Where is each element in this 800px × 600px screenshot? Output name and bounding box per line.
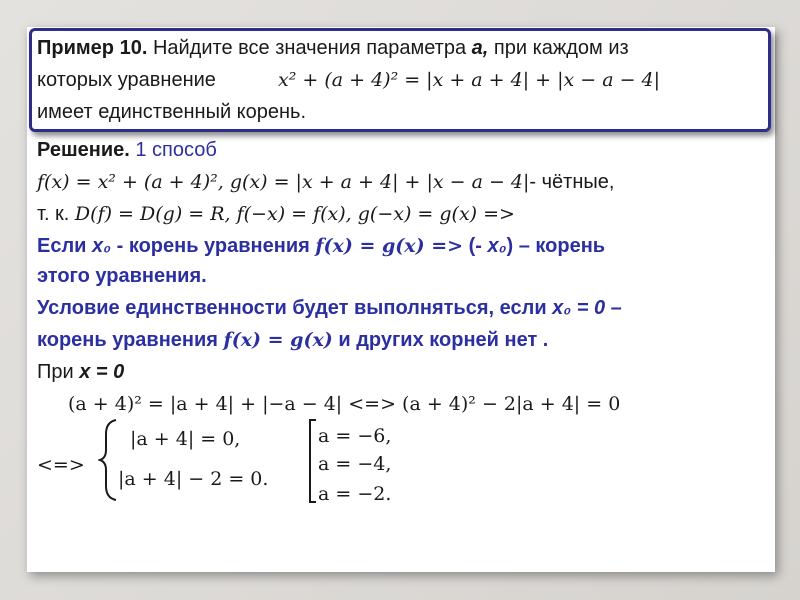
set-value-1: a = −6, [318,425,392,447]
task-label: Пример 10. [37,37,148,59]
solution-heading-line [37,138,217,162]
uniq2-b: и других корней нет . [332,329,549,351]
equation-line: (a + 4)² = |a + 4| + |−a − 4| <=> (a + 4)² − 2|a + 4| = 0 [68,393,621,415]
cond1-x0b: x₀ [487,235,507,257]
cond1-math: f(x) = g(x) => [315,235,464,257]
solution-line-1 [37,170,614,194]
equivalence-symbol: <=> [37,454,85,476]
set-value-2: a = −4, [318,453,392,475]
uniq1-x0: x₀ = 0 [552,297,606,319]
task-text-2: при каждом из [488,37,629,59]
task-text-1: Найдите все значения параметра [147,37,472,59]
system-eq-1: |a + 4| = 0, [130,428,241,450]
system-brace [98,418,120,502]
task-param: a, [471,37,489,59]
solution-method: 1 способ [129,139,217,161]
cond1-d: ) – корень [506,235,606,257]
cond1-x0: x₀ [92,235,112,257]
cond1-b: - корень уравнения [111,235,316,257]
task-line-1 [37,36,629,60]
uniqueness-line-2 [37,328,548,352]
uniq2-math: f(x) = g(x) [223,329,333,351]
task-equation: x² + (a + 4)² = |x + a + 4| + |x − a − 4| [278,69,661,91]
at-x: x = 0 [79,361,125,383]
condition-line-1 [37,234,605,258]
uniqueness-line-1 [37,296,622,320]
task-line2-text: которых уравнение [37,69,216,91]
solution-line2-math: D(f) = D(g) = R, f(−x) = f(x), g(−x) = g(x) => [74,203,515,225]
solution-line2-text: т. к. [37,203,75,225]
cond1-c: (- [463,235,488,257]
solution-line1-text: - чётные, [529,171,615,193]
at-line [37,360,124,384]
solution-line1-math: f(x) = x² + (a + 4)², g(x) = |x + a + 4| + |x − a − 4| [37,171,530,193]
condition-line-2: этого уравнения. [37,265,207,287]
task-line-2 [37,68,216,92]
solution-heading: Решение. [37,139,130,161]
set-value-3: a = −2. [318,483,392,505]
system-eq-2: |a + 4| − 2 = 0. [118,468,269,490]
cond1-a: Если [37,235,93,257]
task-line-3: имеет единственный корень. [37,101,307,123]
solution-line-2 [37,202,515,226]
at-label: При [37,361,80,383]
uniq2-a: корень уравнения [37,329,224,351]
uniq1-a: Условие единственности будет выполняться, если [37,297,553,319]
uniq1-b: – [605,297,622,319]
